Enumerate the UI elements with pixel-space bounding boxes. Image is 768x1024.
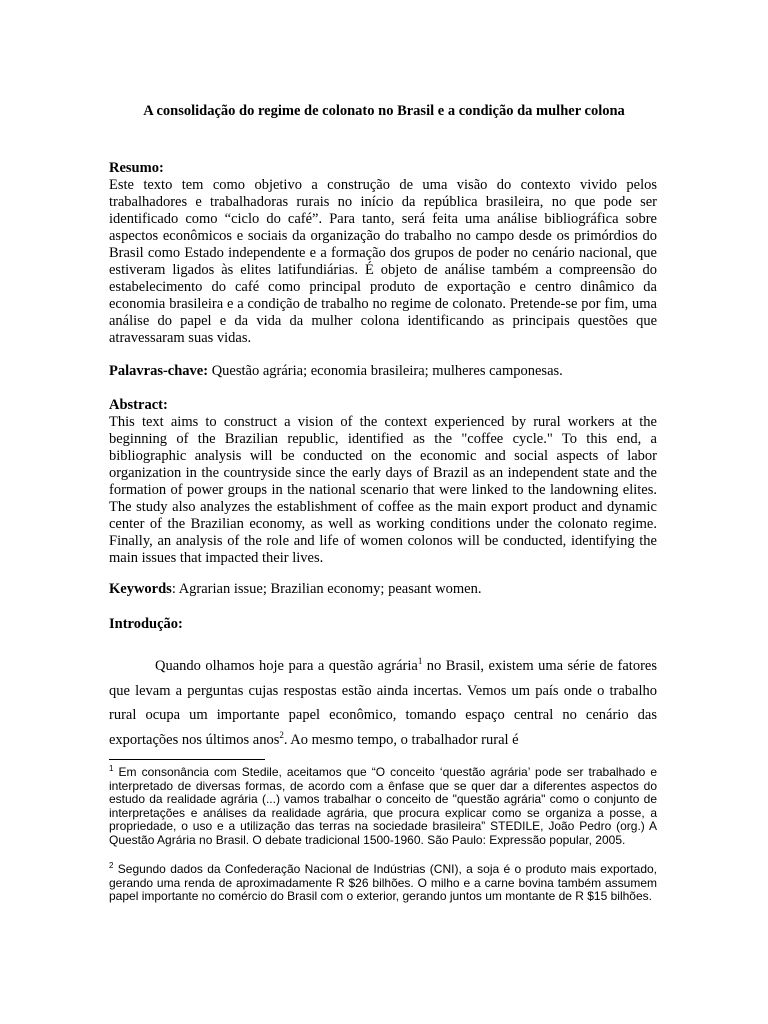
footnote-ref-2: 2 xyxy=(279,729,284,740)
introducao-paragraph xyxy=(109,654,657,752)
palavras-chave-text: Questão agrária; economia brasileira; mulheres camponesas. xyxy=(208,363,563,379)
abstract-heading: Abstract: xyxy=(109,397,168,413)
footnote-1-number: 1 xyxy=(109,764,114,773)
keywords-text: : Agrarian issue; Brazilian economy; peasant women. xyxy=(171,581,482,597)
footnote-1-text: Em consonância com Stedile, aceitamos que “O conceito ‘questão agrária’ pode ser trabalhado e interpretado de diversas formas, de acordo com a ênfase que se quer dar a diferentes aspectos do estudo da realidade agrária (...) vamos trabalhar o conceito de "questão agrária" como o conjunto de interpretações e análises da realidade agrária, que procura explicar como se organiza a posse, a propriedade, o uso e a utilização das terras na sociedade brasileira” STEDILE, João Pedro (org.) A Questão Agrária no Brasil. O debate tradicional 1500-1960. São Paulo: Expressão popular, 2005. xyxy=(109,765,657,847)
footnote-separator xyxy=(109,759,265,760)
introducao-heading: Introdução: xyxy=(109,616,183,632)
palavras-chave-label: Palavras-chave: xyxy=(109,363,209,379)
keywords-line xyxy=(109,581,657,598)
resumo-text: Este texto tem como objetivo a construção de uma visão do contexto vivido pelos trabalhadores e trabalhadoras rurais no início da república brasileira, no que pode ser identificado como “ciclo do café”. Para tanto, será feita uma análise bibliográfica sobre aspectos econômicos e sociais da organização do trabalho no campo desde os primórdios do Brasil como Estado independente e a formação dos grupos de poder no cenário nacional, que estiveram ligados às elites latifundiárias. É objeto de análise também a compreensão do estabelecimento do café como principal produto de exportação e centro dinâmico da economia brasileira e a condição de trabalho no regime de colonato. Pretende-se por fim, uma análise do papel e da vida da mulher colona identificando as principais questões que atravessaram suas vidas. xyxy=(109,177,657,346)
palavras-chave-line xyxy=(109,363,657,380)
resumo-heading: Resumo: xyxy=(109,160,164,176)
abstract-text: This text aims to construct a vision of the context experienced by rural workers at the beginning of the Brazilian republic, identified as the "coffee cycle." To this end, a bibliographic analysis will be conducted on the economic and social aspects of labor organization in the countryside since the early days of Brazil as an independent state and the formation of power groups in the national scenario that were linked to the landowning elites. The study also analyzes the establishment of coffee as the main export product and dynamic center of the Brazilian economy, as well as working conditions under the colonato regime. Finally, an analysis of the role and life of women colonos will be conducted, identifying the main issues that impacted their lives. xyxy=(109,414,657,566)
keywords-label: Keywords xyxy=(109,581,172,597)
resumo-section xyxy=(109,160,657,347)
intro-text-part-2: no Brasil, existem uma série de fatores que levam a perguntas cujas respostas estão ainda incertas. Vemos um país onde o trabalho rural ocupa um importante papel econômico, tomando espaço central no cenário das exportações nos últimos anos xyxy=(109,658,657,748)
footnote-2-number: 2 xyxy=(109,861,114,870)
footnote-ref-1: 1 xyxy=(417,656,423,667)
footnote-1 xyxy=(109,766,657,848)
footnote-2-text: Segundo dados da Confederação Nacional de Indústrias (CNI), a soja é o produto mais exportado, gerando uma renda de aproximadamente R $26 bilhões. O milho e a carne bovina também assumem papel importante no comércio do Brasil com o exterior, gerando juntos um montante de R $15 bilhões. xyxy=(109,862,657,904)
page-title: A consolidação do regime de colonato no Brasil e a condição da mulher colona xyxy=(143,103,625,119)
intro-text-part-3: . Ao mesmo tempo, o trabalhador rural é xyxy=(283,731,519,748)
footnote-2 xyxy=(109,863,657,904)
abstract-section xyxy=(109,397,657,567)
intro-text-part-1: Quando olhamos hoje para a questão agrária xyxy=(155,658,418,674)
